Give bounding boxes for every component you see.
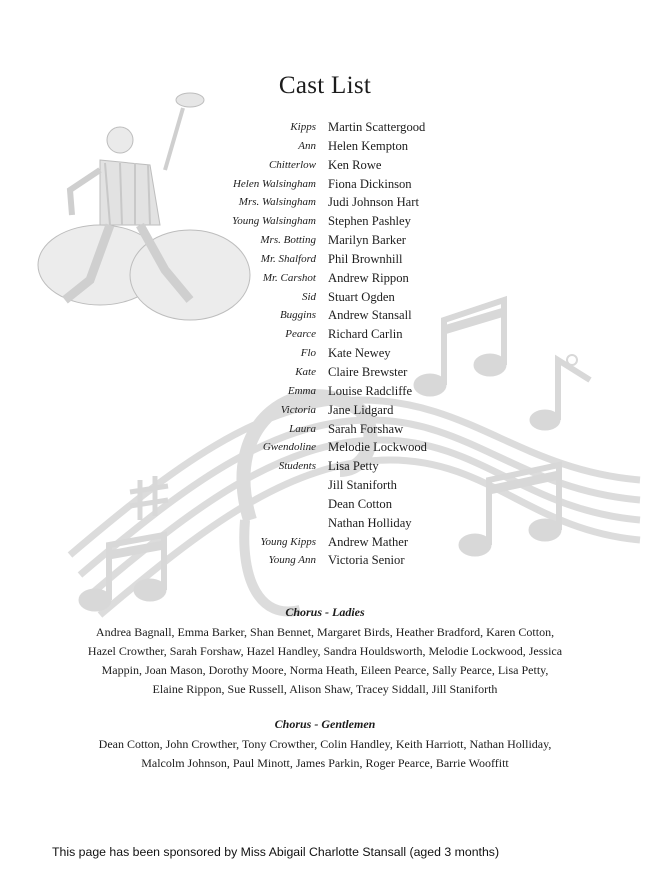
cast-role: Gwendoline: [262, 441, 316, 454]
cast-row: [0, 137, 650, 156]
cast-list: [0, 118, 650, 570]
cast-row: [0, 269, 650, 288]
cast-row: [0, 401, 650, 420]
cast-role: Flo: [300, 347, 316, 360]
cast-actor: Andrew Mather: [328, 534, 409, 549]
cast-row: [0, 476, 650, 495]
cast-actor: Jane Lidgard: [328, 402, 394, 417]
cast-actor: Martin Scattergood: [328, 120, 426, 134]
cast-row: [0, 533, 650, 552]
cast-role: Sid: [301, 290, 316, 303]
cast-role: Young Ann: [268, 554, 316, 567]
cast-actor: Lisa Petty: [328, 459, 379, 474]
chorus-line: Hazel Crowther, Sarah Forshaw, Hazel Handley, Sandra Houldsworth, Melodie Lockwood, Jessica: [87, 644, 563, 658]
cast-actor: Kate Newey: [328, 346, 391, 361]
cast-role: Mrs. Botting: [260, 234, 316, 247]
chorus-gentlemen-names: [40, 735, 610, 773]
cast-row: [0, 344, 650, 363]
cast-role: Mr. Carshot: [262, 271, 316, 284]
cast-row: [0, 118, 650, 137]
cast-actor: Andrew Rippon: [328, 270, 409, 285]
cast-row: [0, 212, 650, 231]
page-title: Cast List: [278, 72, 372, 99]
cast-role: Kipps: [290, 121, 316, 133]
cast-row: [0, 325, 650, 344]
cast-role: Victoria: [280, 403, 316, 416]
cast-row: [0, 193, 650, 212]
cast-role: Young Kipps: [260, 535, 316, 548]
cast-role: Chitterlow: [268, 158, 316, 171]
cast-actor: Richard Carlin: [328, 327, 403, 342]
cast-role: Young Walsingham: [232, 215, 316, 228]
cast-actor: Victoria Senior: [328, 553, 405, 568]
cast-actor: Nathan Holliday: [328, 515, 412, 530]
cast-row: [0, 250, 650, 269]
cast-role: Pearce: [285, 328, 316, 341]
chorus-line: Dean Cotton, John Crowther, Tony Crowther, Colin Handley, Keith Harriott, Nathan Holliday,: [98, 737, 552, 751]
cast-role: Kate: [295, 365, 316, 378]
cast-role: Mr. Shalford: [260, 252, 316, 265]
cast-actor: Melodie Lockwood: [328, 440, 427, 455]
cast-row: [0, 288, 650, 307]
sponsor-note: This page has been sponsored by Miss Abigail Charlotte Stansall (aged 3 months): [52, 845, 500, 859]
cast-role: Ann: [298, 139, 316, 152]
cast-row: [0, 457, 650, 476]
cast-row: [0, 551, 650, 570]
chorus-gentlemen-heading: Chorus - Gentlemen: [274, 717, 376, 731]
cast-actor: Sarah Forshaw: [328, 421, 404, 436]
cast-actor: Helen Kempton: [328, 138, 409, 153]
cast-actor: Louise Radcliffe: [328, 383, 413, 398]
cast-role: Buggins: [279, 309, 316, 322]
cast-role: Emma: [287, 384, 316, 397]
cast-row: [0, 363, 650, 382]
cast-row: [0, 175, 650, 194]
cast-actor: Claire Brewster: [328, 364, 408, 379]
chorus-ladies-names: [40, 623, 610, 699]
cast-row: [0, 231, 650, 250]
chorus-gentlemen-section: [40, 716, 610, 773]
cast-actor: Stephen Pashley: [328, 214, 411, 229]
chorus-line: Andrea Bagnall, Emma Barker, Shan Bennet, Margaret Birds, Heather Bradford, Karen Cotton,: [95, 625, 555, 639]
cast-role: Students: [278, 460, 316, 473]
cast-row: [0, 495, 650, 514]
cast-row: [0, 156, 650, 175]
chorus-ladies-section: [40, 604, 610, 699]
cast-row: [0, 438, 650, 457]
chorus-ladies-heading: Chorus - Ladies: [285, 605, 365, 619]
cast-actor: Dean Cotton: [328, 496, 393, 511]
cast-actor: Marilyn Barker: [328, 233, 406, 248]
cast-actor: Fiona Dickinson: [328, 176, 412, 191]
cast-actor: Jill Staniforth: [328, 478, 397, 493]
chorus-line: Malcolm Johnson, Paul Minott, James Parkin, Roger Pearce, Barrie Wooffitt: [141, 756, 509, 770]
cast-row: [0, 420, 650, 439]
cast-actor: Ken Rowe: [328, 157, 382, 172]
cast-actor: Phil Brownhill: [328, 251, 403, 266]
chorus-line: Elaine Rippon, Sue Russell, Alison Shaw, Tracey Siddall, Jill Staniforth: [152, 682, 498, 696]
cast-row: [0, 514, 650, 533]
cast-actor: Judi Johnson Hart: [328, 195, 419, 210]
cast-role: Mrs. Walsingham: [238, 196, 316, 209]
cast-role: Laura: [289, 422, 316, 435]
cast-actor: Andrew Stansall: [328, 308, 412, 323]
cast-role: Helen Walsingham: [232, 177, 316, 190]
chorus-line: Mappin, Joan Mason, Dorothy Moore, Norma Heath, Eileen Pearce, Sally Pearce, Lisa Petty,: [101, 663, 549, 677]
cast-row: [0, 382, 650, 401]
cast-row: [0, 306, 650, 325]
cast-actor: Stuart Ogden: [328, 289, 395, 304]
